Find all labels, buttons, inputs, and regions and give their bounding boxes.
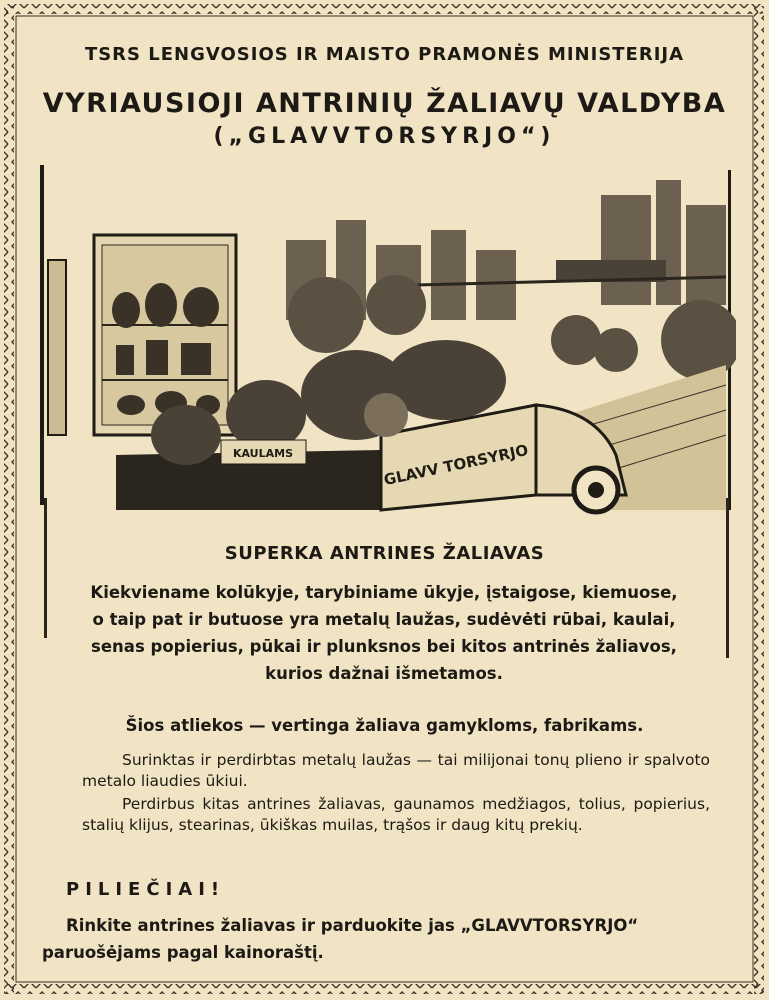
agency-name: („GLAVVTORSYRJO“) (213, 124, 556, 149)
appeal-line-1: Rinkite antrines žaliavas ir parduokite jas „GLAVVTORSYRJO“ (66, 916, 639, 935)
paragraph-materials (82, 794, 710, 836)
lead-paragraph: Kiekviename kolūkyje, tarybiniame ūkyje, įstaigose, kiemuose, o taip pat ir butuose yra metalų laužas, sudėvėti rūbai, kaulai, senas popierius, pūkai ir plunksnos bei kitos antrinės žaliavos, kurios dažnai išmetamos. (90, 583, 678, 683)
appeal-line-2: paruošėjams pagal kainoraštį. (42, 943, 324, 962)
shop-window (94, 235, 236, 435)
board-title: VYRIAUSIOJI ANTRINIŲ ŽALIAVŲ VALDYBA (42, 88, 727, 119)
appeal (42, 912, 732, 966)
truck-illustration (36, 165, 736, 525)
citizens-heading: PILIEČIAI! (66, 879, 226, 900)
ministry-title: TSRS LENGVOSIOS IR MAISTO PRAMONĖS MINISTERIJA (84, 44, 685, 65)
truck-label: GLAVV TORSYRJO (382, 440, 530, 490)
paragraph-metal-text: Surinktas ir perdirbtas metalų laužas — tai milijonai tonų plieno ir spalvoto metalo liaudies ūkiui. (82, 751, 710, 790)
emphasis-line: Šios atliekos — vertinga žaliava gamykloms, fabrikams. (125, 716, 644, 735)
subtitle: SUPERKA ANTRINES ŽALIAVAS (224, 543, 545, 564)
frame-line-left (44, 498, 47, 638)
paragraph-materials-text: Perdirbus kitas antrines žaliavas, gaunamos medžiagos, tolius, popierius, stalių klijus, stearinas, ūkiškas muilas, trąšos ir daug kitų prekių. (82, 795, 710, 834)
frame-line-right (726, 498, 729, 658)
sack-label: KAULAMS (232, 447, 294, 460)
paragraph-metal (82, 750, 710, 792)
